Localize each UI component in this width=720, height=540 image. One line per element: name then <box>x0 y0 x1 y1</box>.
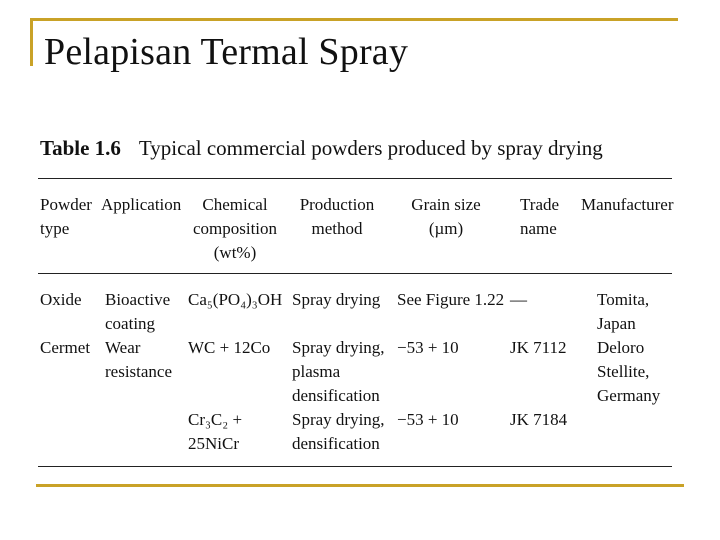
header-application: Application <box>101 195 182 214</box>
header-powder-type: Powder type <box>40 195 92 238</box>
frame-left-border <box>30 18 33 66</box>
table-caption-number: Table 1.6 <box>40 136 121 160</box>
header-trade-name: Trade name <box>520 195 560 238</box>
table-cell-row1-trade-name: — <box>510 290 527 309</box>
table-cell-row1-manufacturer: Tomita, Japan <box>597 290 650 333</box>
table-cell-row1-application: Bioactive coating <box>105 290 171 333</box>
slide-title: Pelapisan Termal Spray <box>44 31 409 73</box>
table-cell-row2-production-method: Spray drying, plasma densification <box>292 338 385 405</box>
table-header-rule <box>38 273 672 274</box>
table-top-rule <box>38 178 672 179</box>
table-caption-text: Typical commercial powders produced by spray drying <box>138 136 603 160</box>
header-manufacturer: Manufacturer <box>581 195 674 214</box>
table-bottom-rule <box>38 466 672 467</box>
table-cell-row3-production-method: Spray drying, densification <box>292 410 385 453</box>
table-cell-row2-manufacturer: Deloro Stellite, Germany <box>597 338 661 405</box>
table-cell-row2-grain-size: −53 + 10 <box>397 338 459 357</box>
table-cell-row3-trade-name: JK 7184 <box>510 410 568 429</box>
table-cell-row3-chemical-composition: Cr₃C₂ + 25NiCr <box>188 410 243 453</box>
header-chemical-composition: Chemical composition (wt%) <box>192 195 278 262</box>
frame-bottom-border <box>36 484 684 487</box>
header-production-method: Production method <box>299 195 375 238</box>
table-cell-row3-grain-size: −53 + 10 <box>397 410 459 429</box>
table-cell-row1-chemical-composition: Ca₅(PO₄)₃OH <box>188 290 283 309</box>
table-caption <box>40 136 603 161</box>
table-cell-row2-trade-name: JK 7112 <box>510 338 567 357</box>
table-cell-row2-chemical-composition: WC + 12Co <box>188 338 271 357</box>
header-grain-size: Grain size (µm) <box>411 195 481 238</box>
table-cell-row1-production-method: Spray drying <box>292 290 381 309</box>
table-cell-row2-powder-type: Cermet <box>40 338 91 357</box>
table-cell-row1-grain-size: See Figure 1.22 <box>397 290 505 309</box>
table-cell-row2-application: Wear resistance <box>105 338 173 381</box>
frame-top-border <box>30 18 678 21</box>
table-cell-row1-powder-type: Oxide <box>40 290 82 309</box>
